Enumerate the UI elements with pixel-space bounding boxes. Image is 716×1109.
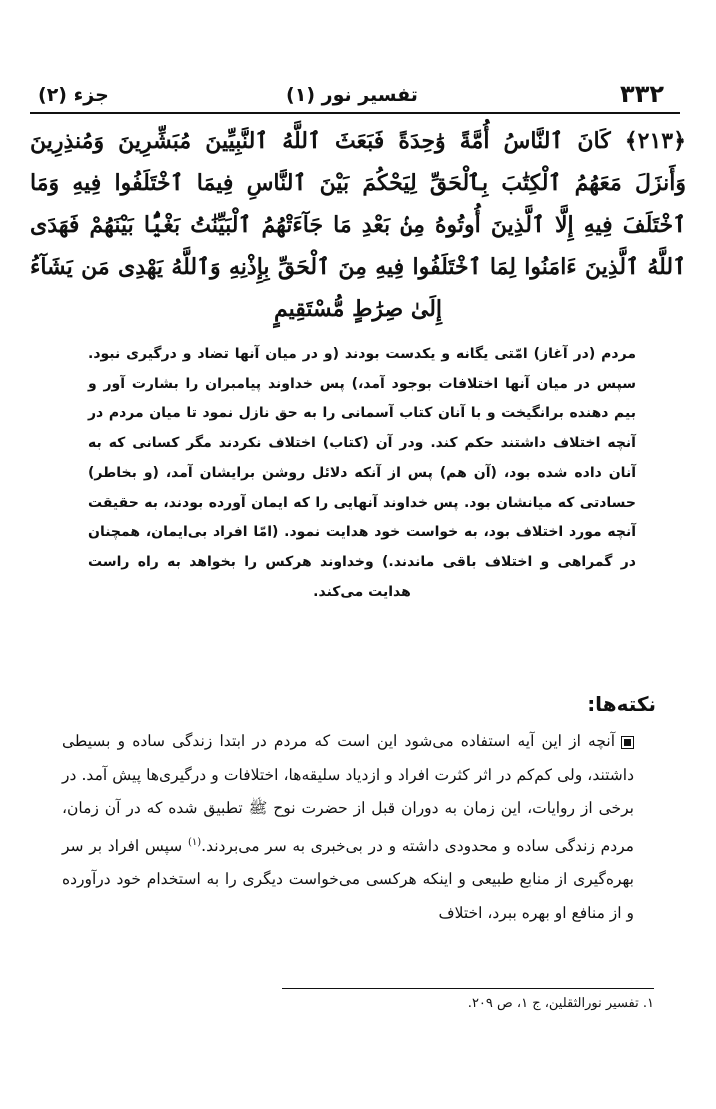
quran-verse — [30, 120, 686, 330]
notes-heading: نکته‌ها: — [587, 692, 656, 716]
note-text-continued: سپس افراد بر سر بهره‌گیری از منابع طبیعی و اینکه هرکسی می‌خواست دیگری را به استخدام خود درآورده و از منافع او بهره ببرد، اختلاف — [62, 836, 634, 922]
footnote-rule — [282, 988, 654, 989]
header-rule — [30, 112, 680, 114]
verse-text: كَانَ ٱلنَّاسُ أُمَّةً وَٰحِدَةً فَبَعَثَ ٱللَّهُ ٱلنَّبِيِّينَ مُبَشِّرِينَ وَمُنذِرِينَ وَأَنزَلَ مَعَهُمُ ٱلْكِتَٰبَ بِٱلْحَقِّ لِيَحْكُمَ بَيْنَ ٱلنَّاسِ فِيمَا ٱخْتَلَفُوا فِيهِ وَمَا ٱخْتَلَفَ فِيهِ إِلَّا ٱلَّذِينَ أُوتُوهُ مِنۢ بَعْدِ مَا جَآءَتْهُمُ ٱلْبَيِّنَٰتُ بَغْيًۢا بَيْنَهُمْ فَهَدَى ٱللَّهُ ٱلَّذِينَ ءَامَنُوا لِمَا ٱخْتَلَفُوا فِيهِ مِنَ ٱلْحَقِّ بِإِذْنِهِ وَٱللَّهُ يَهْدِى مَن يَشَآءُ إِلَىٰ صِرَٰطٍ مُّسْتَقِيمٍ — [30, 128, 686, 322]
note-text: آنچه از این آیه استفاده می‌شود این است که مردم در ابتدا زندگی ساده و بسیطی داشتند، ولی کم‌کم در اثر کثرت افراد و ازدیاد سلیقه‌ها، اختلافات و درگیری‌ها پیش آمد. در برخی از روایات، این زمان به دوران قبل از حضرت نوح ﷺ تطبیق شده که در آن زمان، مردم زندگی ساده و محدودی داشته و در بی‌خبری به سر می‌بردند. — [62, 732, 634, 855]
verse-translation: مردم (در آغاز) امّتی یگانه و یکدست بودند (و در میان آنها تضاد و درگیری نبود. سپس در میان آنها اختلافات بوجود آمد،) پس خداوند پیامبران را بشارت آور و بیم دهنده برانگیخت و با آنان کتاب آسمانی را به حق نازل نمود تا میان مردم در آنچه اختلاف داشتند حکم کند. ودر آن (کتاب) اختلاف نکردند مگر کسانی که به آنان داده شده بود، (آن هم) پس از آنکه دلائل روشن برایشان آمد، (و بخاطر) حسادتی که میانشان بود. پس خداوند آنهایی را که ایمان آورده بودند، به حقیقت آنچه مورد اختلاف بود، به خواست خود هدایت نمود. (امّا افراد بی‌ایمان، همچنان در گمراهی و اختلاف باقی ماندند.) وخداوند هرکس را بخواهد به راه راست هدایت می‌کند. — [88, 346, 636, 600]
page-header — [32, 80, 672, 114]
verse-number: ﴿۲۱۳﴾ — [624, 128, 686, 154]
page-number: ۳۳۲ — [620, 80, 664, 108]
juz-label: جزء (۲) — [38, 84, 109, 106]
footnote: ۱. تفسیر نورالثقلین، ج ۱، ص ۲۰۹. — [467, 996, 654, 1011]
square-bullet-icon — [621, 736, 634, 749]
notes-body — [62, 725, 634, 930]
note-item — [62, 725, 634, 930]
book-title: تفسیر نور (۱) — [286, 84, 418, 106]
footnote-ref: (۱) — [187, 836, 202, 848]
